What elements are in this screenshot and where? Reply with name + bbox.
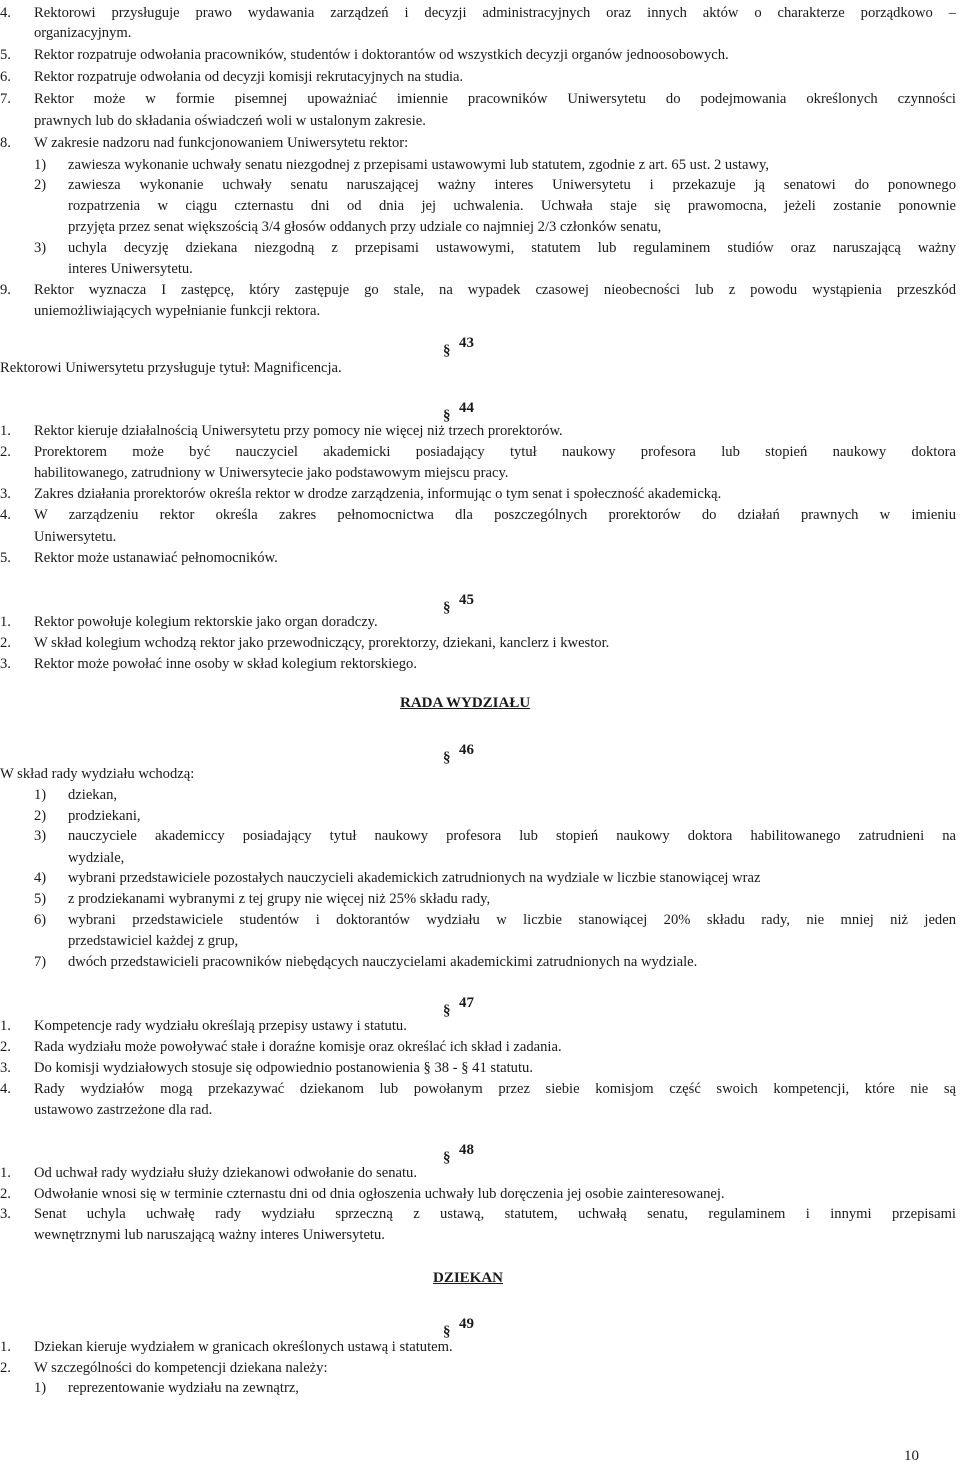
- list-item-number: 2.: [0, 1186, 11, 1202]
- list-item-number: 7.: [0, 91, 11, 107]
- sub-item-number: 1): [34, 157, 47, 173]
- sub-item-text-line: wybrani przedstawiciele studentów i doktorantów wydziału w liczbie stanowiącej 20% składu rady, nie mniej niż jeden: [68, 912, 956, 928]
- list-item-text-line: wewnętrznymi lub naruszającą ważny interes Uniwersytetu.: [34, 1227, 385, 1243]
- list-item-text-line: Rada wydziału może powoływać stałe i doraźne komisje oraz określać ich skład i zadania.: [34, 1039, 562, 1055]
- list-intro: W skład rady wydziału wchodzą:: [0, 766, 195, 782]
- sub-item-number: 7): [34, 954, 47, 970]
- paragraph-symbol: §: [443, 343, 451, 359]
- list-item-text-line: Rektor rozpatruje odwołania pracowników, studentów i doktorantów od wszystkich decyzji organów jednoosobowych.: [34, 47, 729, 63]
- sub-item-number: 4): [34, 870, 47, 886]
- list-item-text-line: W szczególności do kompetencji dziekana należy:: [34, 1360, 328, 1376]
- list-item-text-line: organizacyjnym.: [34, 25, 132, 41]
- list-item-text-line: Rektorowi przysługuje prawo wydawania zarządzeń i decyzji administracyjnych oraz innych aktów o charakterze porządkowo –: [34, 5, 956, 21]
- list-item-text-line: Odwołanie wnosi się w terminie czternastu dni od dnia ogłoszenia uchwały lub doręczenia jej osobie zainteresowanej.: [34, 1186, 725, 1202]
- paragraph-text: Rektorowi Uniwersytetu przysługuje tytuł: Magnificencja.: [0, 360, 342, 376]
- list-item-text-line: Kompetencje rady wydziału określają przepisy ustawy i statutu.: [34, 1018, 407, 1034]
- list-item-text-line: uniemożliwiających wypełnianie funkcji rektora.: [34, 303, 321, 319]
- list-item-number: 2.: [0, 1039, 11, 1055]
- sub-item-number: 3): [34, 240, 47, 256]
- sub-item-text-line: nauczyciele akademiccy posiadający tytuł naukowy profesora lub stopień naukowy doktora habilitowanego zatrudnieni na: [68, 828, 956, 844]
- list-item-text-line: Prorektorem może być nauczyciel akademicki posiadający tytuł naukowy profesora lub stopień naukowy doktora: [34, 444, 956, 460]
- paragraph-number: 48: [459, 1142, 474, 1158]
- section-heading: RADA WYDZIAŁU: [400, 695, 531, 711]
- list-item-text-line: Rektor powołuje kolegium rektorskie jako organ doradczy.: [34, 614, 378, 630]
- section-heading: DZIEKAN: [433, 1270, 504, 1286]
- sub-item-number: 2): [34, 808, 47, 824]
- sub-item-text-line: dziekan,: [68, 787, 118, 803]
- page-number: 10: [904, 1448, 919, 1464]
- list-item-text-line: W zakresie nadzoru nad funkcjonowaniem Uniwersytetu rektor:: [34, 135, 409, 151]
- list-item-text-line: prawnych lub do składania oświadczeń woli w ustalonym zakresie.: [34, 113, 426, 129]
- list-item-text-line: Senat uchyla uchwałę rady wydziału sprzeczną z ustawą, statutem, uchwałą senatu, regulaminem i innymi przepisami: [34, 1206, 956, 1222]
- sub-item-number: 2): [34, 177, 47, 193]
- paragraph-symbol: §: [443, 600, 451, 616]
- list-item-text-line: Uniwersytetu.: [34, 529, 117, 545]
- sub-item-number: 3): [34, 828, 47, 844]
- list-item-number: 1.: [0, 1018, 11, 1034]
- sub-item-text-line: z prodziekanami wybranymi z tej grupy nie więcej niż 25% składu rady,: [68, 891, 491, 907]
- list-item-number: 2.: [0, 444, 11, 460]
- list-item-text-line: Zakres działania prorektorów określa rektor w drodze zarządzenia, informując o tym senat i społeczność akademicką.: [34, 486, 722, 502]
- paragraph-symbol: §: [443, 1150, 451, 1166]
- paragraph-number: 47: [459, 995, 474, 1011]
- list-item-text-line: Rektor kieruje działalnością Uniwersytetu przy pomocy nie więcej niż trzech prorektorów.: [34, 423, 563, 439]
- paragraph-symbol: §: [443, 1324, 451, 1340]
- list-item-number: 2.: [0, 635, 11, 651]
- list-item-number: 5.: [0, 550, 11, 566]
- sub-item-text-line: reprezentowanie wydziału na zewnątrz,: [68, 1380, 299, 1396]
- sub-item-text-line: dwóch przedstawicieli pracowników niebędących nauczycielami akademickimi zatrudnionych na wydziale.: [68, 954, 698, 970]
- list-item-text-line: Rektor może powołać inne osoby w skład kolegium rektorskiego.: [34, 656, 418, 672]
- list-item-number: 3.: [0, 1060, 11, 1076]
- sub-item-text-line: uchyla decyzję dziekana niezgodną z przepisami ustawowymi, statutem lub regulaminem studiów oraz naruszającą ważny: [68, 240, 956, 256]
- list-item-text-line: Dziekan kieruje wydziałem w granicach określonych ustawą i statutem.: [34, 1339, 453, 1355]
- list-item-number: 4.: [0, 507, 11, 523]
- paragraph-number: 44: [459, 400, 474, 416]
- list-item-number: 3.: [0, 1206, 11, 1222]
- paragraph-number: 46: [459, 742, 474, 758]
- paragraph-number: 45: [459, 592, 474, 608]
- sub-item-number: 5): [34, 891, 47, 907]
- list-item-text-line: Rektor może ustanawiać pełnomocników.: [34, 550, 278, 566]
- list-item-number: 5.: [0, 47, 11, 63]
- sub-item-text-line: zawiesza wykonanie uchwały senatu niezgodnej z przepisami ustawowymi lub statutem, zgodnie z art. 65 ust. 2 ustawy,: [68, 157, 769, 173]
- sub-item-number: 1): [34, 787, 47, 803]
- sub-item-text-line: przyjęta przez senat większością 3/4 głosów oddanych przy udziale co najmniej 2/3 członków senatu,: [68, 219, 662, 235]
- list-item-number: 4.: [0, 1081, 11, 1097]
- list-item-text-line: Rektor wyznacza I zastępcę, który zastępuje go stale, na wypadek czasowej nieobecności lub z powodu wystąpienia przeszkód: [34, 282, 956, 298]
- list-item-number: 1.: [0, 423, 11, 439]
- paragraph-symbol: §: [443, 1003, 451, 1019]
- paragraph-number: 43: [459, 335, 474, 351]
- paragraph-number: 49: [459, 1316, 474, 1332]
- list-item-number: 6.: [0, 69, 11, 85]
- list-item-text-line: Rektor może w formie pisemnej upoważniać imiennie pracowników Uniwersytetu do podejmowania określonych czynności: [34, 91, 956, 107]
- list-item-number: 1.: [0, 1165, 11, 1181]
- sub-item-number: 1): [34, 1380, 47, 1396]
- paragraph-symbol: §: [443, 750, 451, 766]
- list-item-text-line: Od uchwał rady wydziału służy dziekanowi odwołanie do senatu.: [34, 1165, 417, 1181]
- list-item-number: 8.: [0, 135, 11, 151]
- sub-item-text-line: rozpatrzenia w ciągu czternastu dni od dnia jej uchwalenia. Uchwała staje się prawomocna, jeżeli zostanie ponownie: [68, 198, 956, 214]
- list-item-number: 4.: [0, 5, 11, 21]
- list-item-number: 9.: [0, 282, 11, 298]
- list-item-text-line: W skład kolegium wchodzą rektor jako przewodniczący, prorektorzy, dziekani, kanclerz i kwestor.: [34, 635, 610, 651]
- list-item-text-line: Rektor rozpatruje odwołania od decyzji komisji rekrutacyjnych na studia.: [34, 69, 464, 85]
- list-item-number: 1.: [0, 1339, 11, 1355]
- list-item-text-line: W zarządzeniu rektor określa zakres pełnomocnictwa dla poszczególnych prorektorów do działań prawnych w imieniu: [34, 507, 956, 523]
- list-item-text-line: Rady wydziałów mogą przekazywać dziekanom lub powołanym przez siebie komisjom część swoich kompetencji, które nie są: [34, 1081, 956, 1097]
- list-item-text-line: ustawowo zastrzeżone dla rad.: [34, 1102, 213, 1118]
- list-item-text-line: habilitowanego, zatrudniony w Uniwersytecie jako podstawowym miejscu pracy.: [34, 465, 509, 481]
- sub-item-text-line: wydziale,: [68, 850, 125, 866]
- sub-item-text-line: zawiesza wykonanie uchwały senatu naruszającej ważny interes Uniwersytetu i przekazuje ją senatowi do ponownego: [68, 177, 956, 193]
- list-item-number: 2.: [0, 1360, 11, 1376]
- sub-item-text-line: interes Uniwersytetu.: [68, 261, 193, 277]
- list-item-number: 3.: [0, 656, 11, 672]
- paragraph-symbol: §: [443, 408, 451, 424]
- sub-item-number: 6): [34, 912, 47, 928]
- sub-item-text-line: przedstawiciel każdej z grup,: [68, 933, 239, 949]
- sub-item-text-line: prodziekani,: [68, 808, 141, 824]
- list-item-number: 3.: [0, 486, 11, 502]
- list-item-text-line: Do komisji wydziałowych stosuje się odpowiednio postanowienia § 38 - § 41 statutu.: [34, 1060, 533, 1076]
- sub-item-text-line: wybrani przedstawiciele pozostałych nauczycieli akademickich zatrudnionych na wydziale w liczbie stanowiącej wraz: [68, 870, 761, 886]
- list-item-number: 1.: [0, 614, 11, 630]
